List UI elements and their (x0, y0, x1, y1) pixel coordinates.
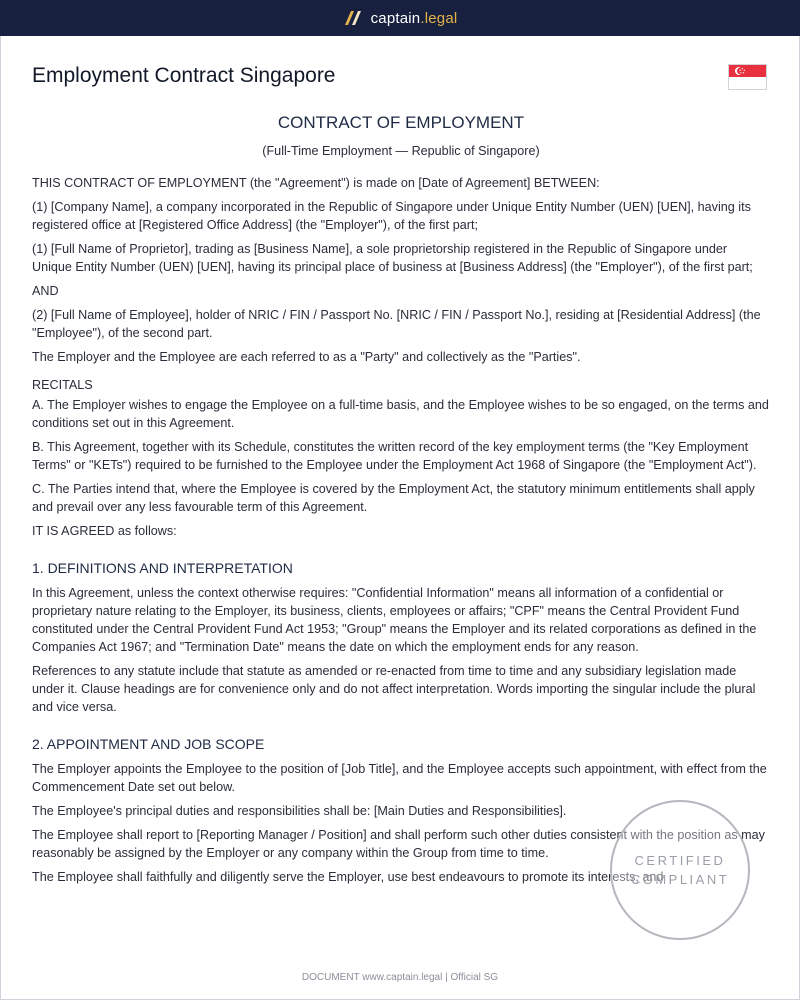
section-1-paragraph: In this Agreement, unless the context otherwise requires: "Confidential Information" means all information of a confidential or proprietary nature relating to the Employer, its business, clients, employees or affairs; "CPF" means the Central Provident Fund constituted under the Central Provident Fund Act 1953; "Group" means the Employer and its related corporations as defined in the Companies Act 1967; and "Termination Date" means the date on which the employment ends for any reason. (32, 586, 757, 654)
section-2-paragraph: The Employee shall report to [Reporting Manager / Position] and shall perform such other duties consistent with the position as may reasonably be assigned by the Employer or any company within the Group from time to time. (32, 828, 765, 860)
recitals-heading: RECITALS (32, 378, 93, 392)
brand-tld: .legal (420, 9, 458, 27)
stamp-line-1: CERTIFIED (634, 853, 726, 868)
party-employer-company: (1) [Company Name], a company incorporated in the Republic of Singapore under Unique Entity Number (UEN) [UEN], having its registered office at [Registered Office Address] (the "Employer"), of the first part; (32, 200, 751, 232)
contract-subheading: (Full-Time Employment — Republic of Singapore) (262, 144, 540, 158)
section-heading-appointment: 2. APPOINTMENT AND JOB SCOPE (32, 736, 265, 752)
section-2-paragraph: The Employer appoints the Employee to the position of [Job Title], and the Employee accepts such appointment, with effect from the Commencement Date set out below. (32, 762, 767, 794)
certified-compliant-stamp (610, 800, 750, 940)
top-brand-bar (0, 0, 800, 36)
brand-wordmark[interactable] (371, 10, 458, 27)
party-employee: (2) [Full Name of Employee], holder of NRIC / FIN / Passport No. [NRIC / FIN / Passport No.], residing at [Residential Address] (the "Employee"), of the second part. (32, 308, 761, 340)
brand-name: captain (370, 9, 421, 27)
and-separator: AND (32, 284, 59, 298)
recital-c: C. The Parties intend that, where the Employee is covered by the Employment Act, the statutory minimum entitlements shall apply and prevail over any less favourable term of this Agreement. (32, 482, 755, 514)
contract-intro: THIS CONTRACT OF EMPLOYMENT (the "Agreement") is made on [Date of Agreement] BETWEEN: (32, 176, 600, 190)
section-1-paragraph: References to any statute include that statute as amended or re-enacted from time to time and any subsidiary legislation made under it. Clause headings are for convenience only and do not affect interpretation. Words importing the singular include the plural and vice versa. (32, 664, 756, 714)
singapore-flag-icon (728, 64, 767, 90)
section-2-paragraph: The Employee's principal duties and responsibilities shall be: [Main Duties and Responsibilities]. (32, 804, 567, 818)
agreed-statement: IT IS AGREED as follows: (32, 524, 177, 538)
recital-a: A. The Employer wishes to engage the Employee on a full-time basis, and the Employee wishes to be so engaged, on the terms and conditions set out in this Agreement. (32, 398, 769, 430)
section-heading-definitions: 1. DEFINITIONS AND INTERPRETATION (32, 560, 293, 576)
section-2-paragraph: The Employee shall faithfully and diligently serve the Employer, use best endeavours to promote its interests, and (32, 870, 664, 884)
stamp-line-2: COMPLIANT (630, 872, 730, 887)
page-footer: DOCUMENT www.captain.legal | Official SG (301, 972, 499, 983)
party-employer-sole-proprietor: (1) [Full Name of Proprietor], trading as [Business Name], a sole proprietorship registered in the Republic of Singapore under Unique Entity Number (UEN) [UEN], having its principal place of business at [Business Address] (the "Employer"), of the first part; (32, 242, 753, 274)
page-title: Employment Contract Singapore (32, 64, 336, 87)
parties-definition: The Employer and the Employee are each referred to as a "Party" and collectively as the "Parties". (32, 350, 581, 364)
recital-b: B. This Agreement, together with its Schedule, constitutes the written record of the key employment terms (the "Key Employment Terms" or "KETs") required to be furnished to the Employee under the Employment Act 1968 of Singapore (the "Employment Act"). (32, 440, 757, 472)
captain-logo-icon (343, 10, 363, 26)
contract-heading: CONTRACT OF EMPLOYMENT (277, 113, 525, 132)
